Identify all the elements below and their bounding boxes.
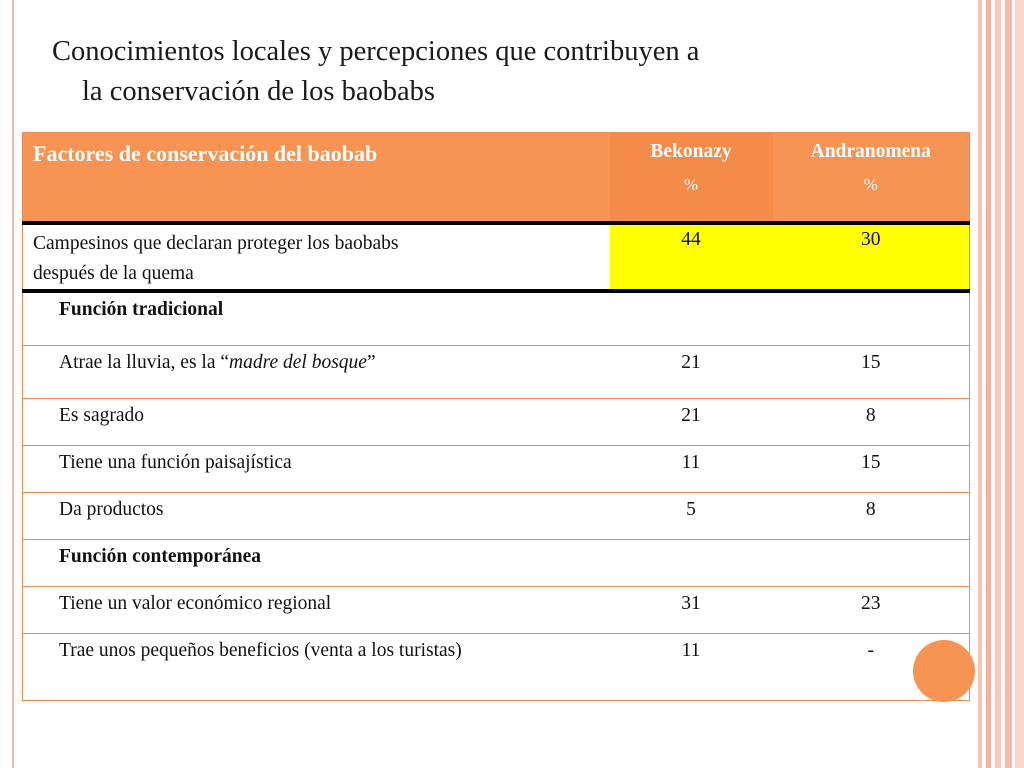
left-border-line (12, 0, 14, 768)
row-label: Tiene una función paisajística (23, 446, 610, 493)
header-bekonazy (610, 133, 773, 224)
section-contemporary-label: Función contemporánea (23, 540, 610, 587)
header-bekonazy-label: Bekonazy (650, 141, 732, 162)
decorative-circle (913, 640, 975, 702)
decorative-stripe (986, 0, 991, 768)
header-andranomena-label: Andranomena (810, 141, 931, 162)
row-andranomena: 15 (773, 346, 970, 399)
table-row-protect (23, 223, 970, 291)
protect-label-line1: Campesinos que declaran proteger los baobabs (33, 233, 399, 254)
header-bekonazy-unit: % (683, 175, 699, 194)
row-andranomena: 8 (773, 493, 970, 540)
decorative-stripe (995, 0, 1001, 768)
table-row (23, 346, 970, 399)
row-bekonazy: 21 (610, 399, 773, 446)
row-label: Tiene un valor económico regional (23, 587, 610, 634)
row-label: Atrae la lluvia, es la “madre del bosque” (23, 346, 610, 399)
table-row (23, 587, 970, 634)
protect-andranomena: 30 (773, 223, 970, 291)
protect-label (23, 223, 610, 291)
section-row-contemporary (23, 540, 970, 587)
row-andranomena: 15 (773, 446, 970, 493)
table-row (23, 446, 970, 493)
slide-title-line1: Conocimientos locales y percepciones que contribuyen a (52, 36, 700, 67)
row-label: Es sagrado (23, 399, 610, 446)
row-andranomena: 23 (773, 587, 970, 634)
decorative-stripe (1005, 0, 1012, 768)
row-bekonazy: 5 (610, 493, 773, 540)
row-andranomena: - (867, 640, 874, 661)
row-label: Da productos (23, 493, 610, 540)
decorative-stripe (1015, 0, 1024, 768)
table-row (23, 634, 970, 701)
row-bekonazy: 11 (681, 640, 701, 661)
section-traditional-label: Función tradicional (23, 291, 610, 346)
decorative-stripe (978, 0, 982, 768)
table-header-row (23, 133, 970, 224)
table-row (23, 493, 970, 540)
header-andranomena-unit: % (863, 175, 878, 194)
row-bekonazy: 11 (610, 446, 773, 493)
slide-title (52, 32, 952, 112)
conservation-table (22, 132, 970, 701)
section-row-traditional (23, 291, 970, 346)
slide-title-line2: la conservación de los baobabs (82, 76, 435, 107)
row-label: Trae unos pequeños beneficios (venta a los turistas) (59, 640, 462, 661)
row-label-italic: madre del bosque (229, 352, 367, 373)
row-bekonazy: 21 (610, 346, 773, 399)
table-row (23, 399, 970, 446)
protect-label-line2: después de la quema (33, 263, 194, 284)
row-bekonazy: 31 (610, 587, 773, 634)
row-andranomena: 8 (773, 399, 970, 446)
header-andranomena (773, 133, 970, 224)
header-factor: Factores de conservación del baobab (23, 133, 610, 224)
protect-bekonazy: 44 (610, 223, 773, 291)
